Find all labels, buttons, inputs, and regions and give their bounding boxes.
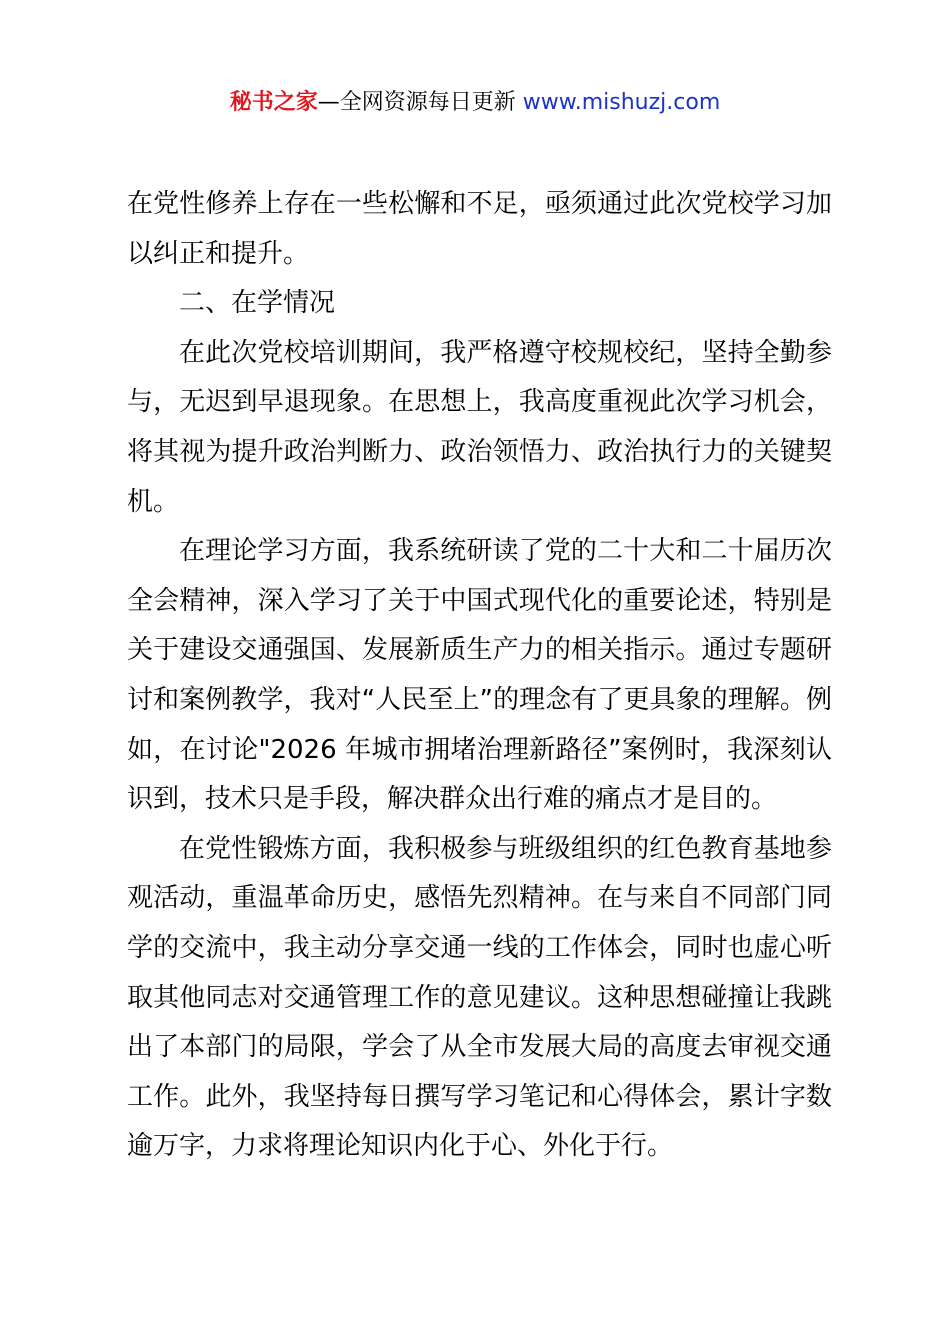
paragraph: 在理论学习方面，我系统研读了党的二十大和二十届历次全会精神，深入学习了关于中国式现代化的重要论述，特别是关于建设交通强国、发展新质生产力的相关指示。通过专题研讨和案例教学，我对“人民至上”的理念有了更具象的理解。例如，在讨论"2026 年城市拥堵治理新路径”案例时，我深刻认识到，技术只是手段，解决群众出行难的痛点才是目的。 — [127, 536, 832, 815]
section-heading: 二、在学情况 — [179, 288, 336, 319]
page-header — [0, 86, 950, 120]
paragraph: 在此次党校培训期间，我严格遵守校规校纪，坚持全勤参与，无迟到早退现象。在思想上，我高度重视此次学习机会，将其视为提升政治判断力、政治领悟力、政治执行力的关键契机。 — [127, 337, 832, 517]
site-tagline: —全网资源每日更新 — [317, 90, 516, 115]
paragraph-continuation: 在党性修养上存在一些松懈和不足，亟须通过此次党校学习加以纠正和提升。 — [127, 189, 832, 269]
site-url-link[interactable]: www.mishuzj.com — [522, 90, 721, 115]
paragraph: 在党性锻炼方面，我积极参与班级组织的红色教育基地参观活动，重温革命历史，感悟先烈精神。在与来自不同部门同学的交流中，我主动分享交通一线的工作体会，同时也虚心听取其他同志对交通管理工作的意见建议。这种思想碰撞让我跳出了本部门的局限，学会了从全市发展大局的高度去审视交通工作。此外，我坚持每日撰写学习笔记和心得体会，累计字数逾万字，力求将理论知识内化于心、外化于行。 — [127, 833, 832, 1162]
document-body — [127, 180, 832, 1172]
site-brand: 秘书之家 — [229, 90, 318, 115]
